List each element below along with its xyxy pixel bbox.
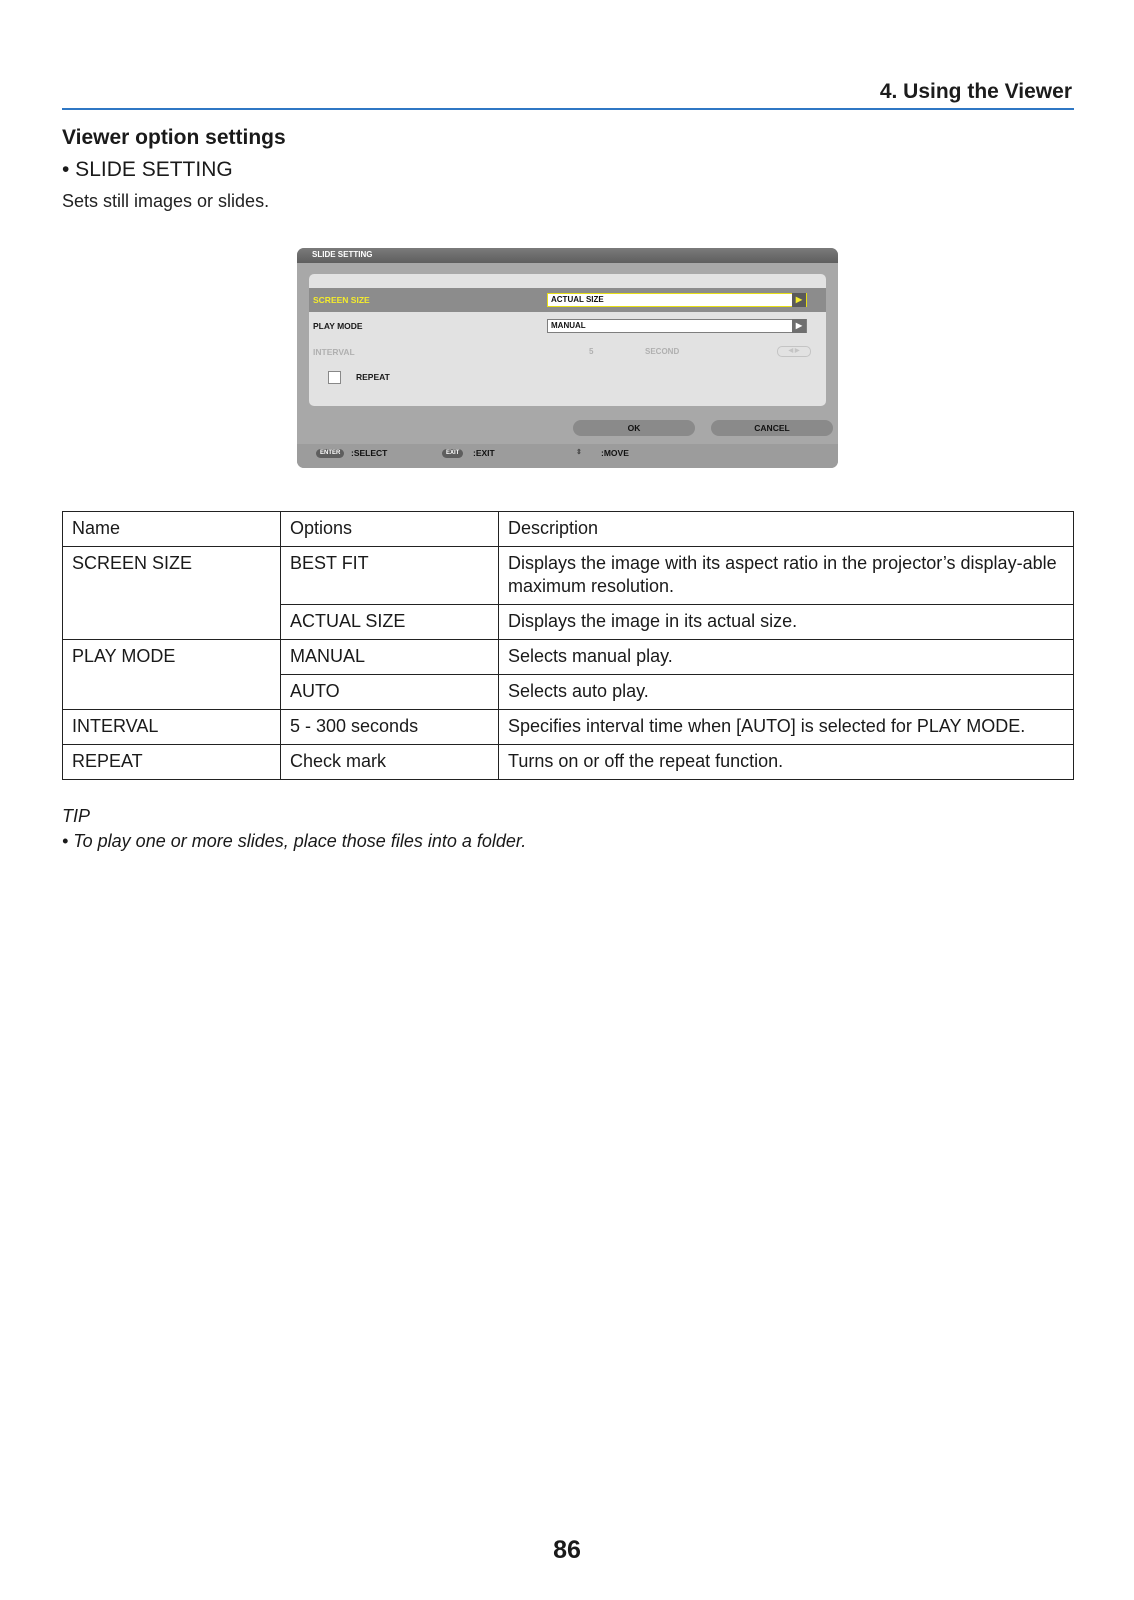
table-cell-option: BEST FIT <box>281 547 499 605</box>
options-table <box>62 511 1074 780</box>
table-cell-option: AUTO <box>281 675 499 710</box>
header-rule <box>62 108 1074 110</box>
enter-key-icon: ENTER <box>316 449 344 458</box>
osd-repeat-label: REPEAT <box>356 372 390 382</box>
left-arrow-icon[interactable]: ◀ <box>788 348 794 354</box>
osd-screen-size-label: SCREEN SIZE <box>313 295 370 305</box>
play-arrow-icon[interactable]: ▶ <box>792 293 806 307</box>
osd-row-interval[interactable] <box>309 340 826 364</box>
table-row <box>63 745 1074 780</box>
table-cell-name: SCREEN SIZE <box>63 547 281 640</box>
table-header-cell: Options <box>281 512 499 547</box>
osd-ok-button[interactable]: OK <box>573 420 695 436</box>
osd-cancel-button[interactable]: CANCEL <box>711 420 833 436</box>
slide-setting-osd <box>297 248 838 468</box>
table-cell-description: Turns on or off the repeat function. <box>499 745 1074 780</box>
chapter-title: 4. Using the Viewer <box>879 80 1072 103</box>
table-cell-option: 5 - 300 seconds <box>281 710 499 745</box>
table-cell-name: PLAY MODE <box>63 640 281 710</box>
osd-interval-label: INTERVAL <box>313 347 355 357</box>
osd-title: SLIDE SETTING <box>312 250 373 259</box>
table-cell-description: Selects manual play. <box>499 640 1074 675</box>
table-header-row <box>63 512 1074 547</box>
page-number: 86 <box>553 1536 581 1564</box>
table-cell-description: Selects auto play. <box>499 675 1074 710</box>
tip-label: TIP <box>62 806 91 826</box>
table-cell-option: Check mark <box>281 745 499 780</box>
right-arrow-icon[interactable]: ▶ <box>794 348 800 354</box>
osd-footer <box>297 444 838 468</box>
table-row <box>63 547 1074 605</box>
section-subtitle: • SLIDE SETTING <box>62 158 233 181</box>
osd-footer-exit: :EXIT <box>473 448 495 458</box>
table-cell-description: Displays the image in its actual size. <box>499 605 1074 640</box>
osd-titlebar <box>297 248 838 263</box>
osd-footer-move: :MOVE <box>601 448 629 458</box>
osd-play-mode-value: MANUAL <box>551 321 586 330</box>
osd-row-play-mode[interactable] <box>309 314 826 338</box>
table-cell-description: Displays the image with its aspect ratio in the projector’s display-able maximum resolution. <box>499 547 1074 605</box>
osd-row-screen-size[interactable] <box>309 288 826 312</box>
table-cell-option: ACTUAL SIZE <box>281 605 499 640</box>
osd-settings-panel <box>309 274 826 406</box>
play-arrow-icon[interactable]: ▶ <box>792 319 806 333</box>
section-title: Viewer option settings <box>62 126 286 149</box>
osd-repeat-checkbox[interactable] <box>328 371 341 384</box>
section-intro: Sets still images or slides. <box>62 191 270 211</box>
osd-screen-size-value: ACTUAL SIZE <box>551 295 604 304</box>
osd-interval-stepper[interactable] <box>777 346 811 357</box>
osd-interval-unit: SECOND <box>645 347 680 356</box>
table-cell-name: REPEAT <box>63 745 281 780</box>
table-header-cell: Description <box>499 512 1074 547</box>
table-row <box>63 640 1074 675</box>
table-row <box>63 710 1074 745</box>
table-cell-name: INTERVAL <box>63 710 281 745</box>
tip-text: • To play one or more slides, place those files into a folder. <box>62 831 527 851</box>
osd-play-mode-select[interactable] <box>547 319 807 333</box>
osd-play-mode-label: PLAY MODE <box>313 321 363 331</box>
osd-screen-size-select[interactable] <box>547 293 807 307</box>
osd-interval-value: 5 <box>589 347 594 356</box>
table-header-cell: Name <box>63 512 281 547</box>
table-cell-option: MANUAL <box>281 640 499 675</box>
table-cell-description: Specifies interval time when [AUTO] is selected for PLAY MODE. <box>499 710 1074 745</box>
updown-arrow-icon: ⇕ <box>576 449 582 456</box>
exit-key-icon: EXIT <box>442 449 463 458</box>
osd-footer-select: :SELECT <box>351 448 388 458</box>
